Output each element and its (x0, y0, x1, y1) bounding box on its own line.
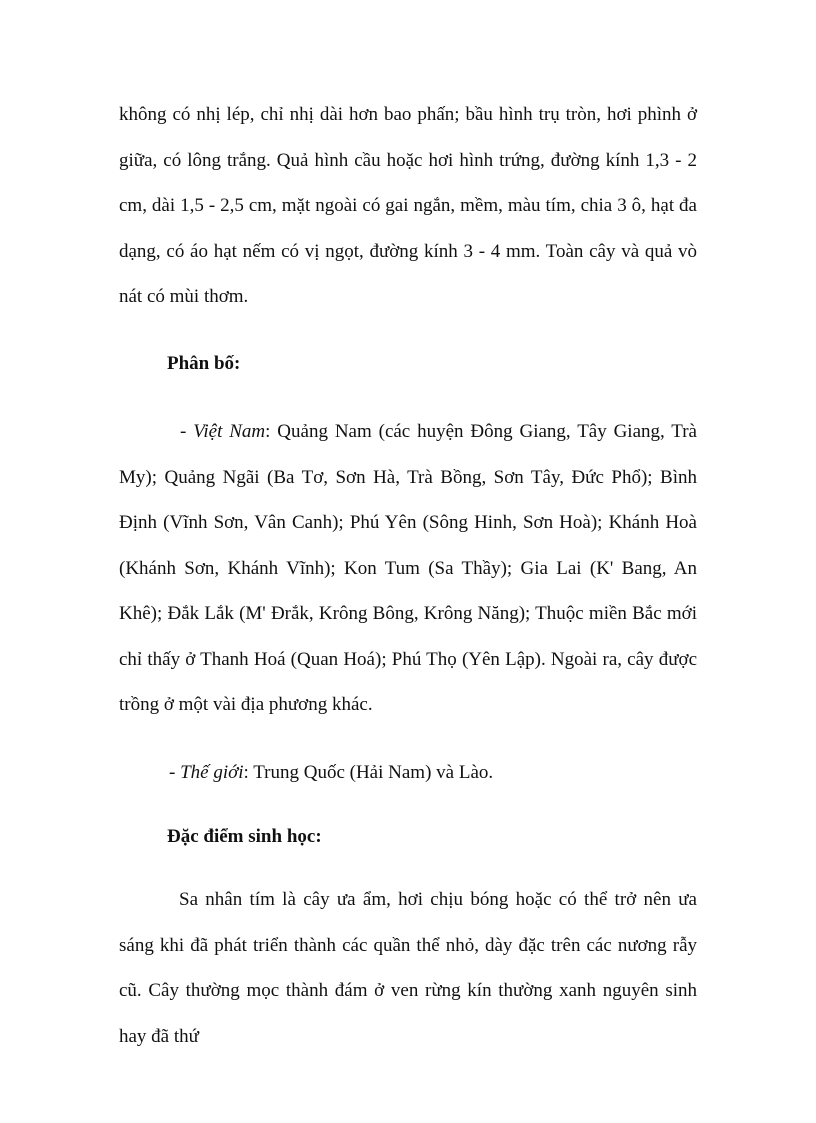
biology-paragraph (119, 877, 697, 1059)
world-label: Thế giới (180, 762, 244, 783)
biology-text: Sa nhân tím là cây ưa ẩm, hơi chịu bóng hoặc có thể trở nên ưa sáng khi đã phát triển thành các quần thể nhỏ, dày đặc trên các nương rẫy cũ. Cây thường mọc thành đám ở ven rừng kín thường xanh nguyên sinh hay đã thứ (119, 889, 697, 1047)
intro-paragraph: không có nhị lép, chỉ nhị dài hơn bao phấn; bầu hình trụ tròn, hơi phình ở giữa, có lông trắng. Quả hình cầu hoặc hơi hình trứng, đường kính 1,3 - 2 cm, dài 1,5 - 2,5 cm, mặt ngoài có gai ngắn, mềm, màu tím, chia 3 ô, hạt đa dạng, có áo hạt nếm có vị ngọt, đường kính 3 - 4 mm. Toàn cây và quả vò nát có mùi thơm. (119, 104, 697, 307)
vietnam-label: Việt Nam (193, 421, 266, 442)
world-prefix: - (169, 762, 181, 783)
world-text: : Trung Quốc (Hải Nam) và Lào. (243, 762, 494, 783)
distribution-heading: Phân bố: (167, 353, 241, 374)
biology-heading: Đặc điểm sinh học: (167, 826, 322, 847)
vietnam-prefix: - (180, 421, 194, 442)
vietnam-distribution-paragraph (119, 409, 697, 728)
vietnam-text: : Quảng Nam (các huyện Đông Giang, Tây Giang, Trà My); Quảng Ngãi (Ba Tơ, Sơn Hà, Trà Bồng, Sơn Tây, Đức Phổ); Bình Định (Vĩnh Sơn, Vân Canh); Phú Yên (Sông Hinh, Sơn Hoà); Khánh Hoà (Khánh Sơn, Khánh Vĩnh); Kon Tum (Sa Thầy); Gia Lai (K' Bang, An Khê); Đắk Lắk (M' Đrắk, Krông Bông, Krông Năng); Thuộc miền Bắc mới chỉ thấy ở Thanh Hoá (Quan Hoá); Phú Thọ (Yên Lập). Ngoài ra, cây được trồng ở một vài địa phương khác. (119, 421, 697, 715)
world-distribution-paragraph (119, 750, 697, 796)
